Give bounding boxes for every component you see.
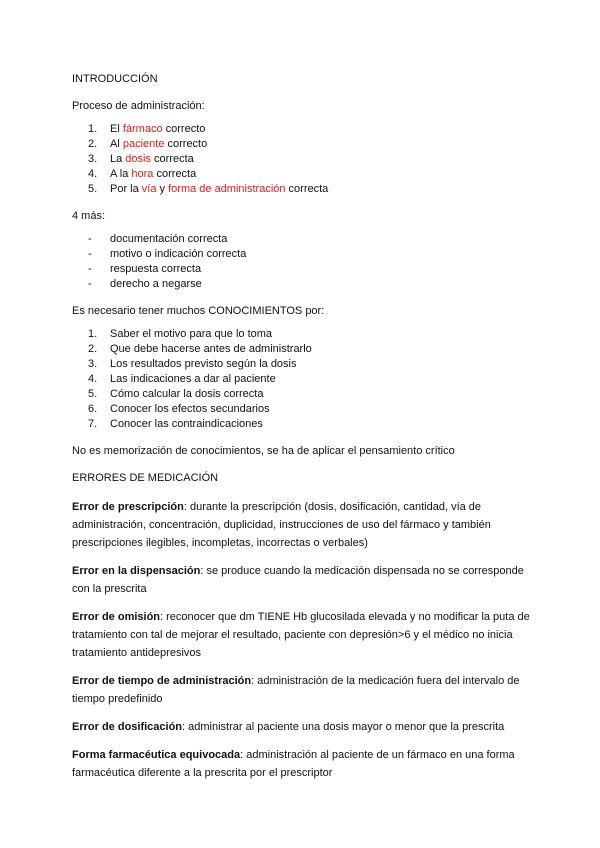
- list-item: 2. Que debe hacerse antes de administrarlo: [88, 343, 312, 355]
- error-term: Error en la dispensación: [72, 565, 201, 577]
- conocimientos-label: Es necesario tener muchos CONOCIMIENTOS por:: [72, 305, 325, 317]
- error-term: Forma farmacéutica equivocada: [72, 749, 241, 761]
- list-item: 4. A la hora correcta: [88, 168, 197, 180]
- error-paragraph: Error de dosificación: administrar al paciente una dosis mayor o menor que la prescrita: [72, 721, 505, 733]
- list-item: 5. Cómo calcular la dosis correcta: [88, 388, 264, 400]
- list-item: 1. Saber el motivo para que lo toma: [88, 328, 273, 340]
- list-item: 1. El fármaco correcto: [88, 123, 206, 135]
- list-item: 3. La dosis correcta: [88, 153, 194, 165]
- cuatro-mas-label: 4 más:: [72, 210, 106, 222]
- memorizacion-note: No es memorización de conocimientos, se ha de aplicar el pensamiento crítico: [72, 445, 455, 457]
- error-term: Error de prescripción: [72, 501, 184, 513]
- knowledge-list: [88, 327, 532, 432]
- four-more-list: [88, 232, 532, 292]
- error-paragraph: Forma farmacéutica equivocada: administración al paciente de un fármaco en una forma farmacéutica diferente a la prescrita por el prescriptor: [72, 749, 515, 779]
- error-term: Error de dosificación: [72, 721, 183, 733]
- list-item: - respuesta correcta: [88, 263, 202, 275]
- list-item: - derecho a negarse: [88, 278, 202, 290]
- errores-heading: ERRORES DE MEDICACIÓN: [72, 472, 219, 484]
- list-item: - documentación correcta: [88, 233, 228, 245]
- error-paragraph: Error en la dispensación: se produce cuando la medicación dispensada no se corresponde con la prescrita: [72, 565, 524, 595]
- intro-heading: INTRODUCCIÓN: [72, 73, 158, 85]
- proceso-label: Proceso de administración:: [72, 100, 205, 112]
- list-item: 5. Por la vía y forma de administración correcta: [88, 183, 329, 195]
- list-item: 2. Al paciente correcto: [88, 138, 208, 150]
- document-page: [72, 72, 532, 792]
- list-item: 7. Conocer las contraindicaciones: [88, 418, 263, 430]
- list-item: 3. Los resultados previsto según la dosis: [88, 358, 297, 370]
- error-paragraph: Error de prescripción: durante la prescripción (dosis, dosificación, cantidad, vía de administración, concentración, duplicidad, instrucciones de uso del fármaco y también prescripciones ilegibles, incompletas, incorrectas o verbales): [72, 501, 491, 549]
- error-paragraph: Error de omisión: reconocer que dm TIENE Hb glucosilada elevada y no modificar la puta de tratamiento con tal de mejorar el resultado, paciente con depresión>6 y el médico no inicia tratamiento antidepresivos: [72, 611, 530, 659]
- error-paragraph: Error de tiempo de administración: administración de la medicación fuera del intervalo de tiempo predefinido: [72, 675, 520, 705]
- error-term: Error de tiempo de administración: [72, 675, 252, 687]
- list-item: 4. Las indicaciones a dar al paciente: [88, 373, 276, 385]
- five-rights-list: [88, 122, 532, 197]
- list-item: - motivo o indicación correcta: [88, 248, 247, 260]
- list-item: 6. Conocer los efectos secundarios: [88, 403, 270, 415]
- error-term: Error de omisión: [72, 611, 161, 623]
